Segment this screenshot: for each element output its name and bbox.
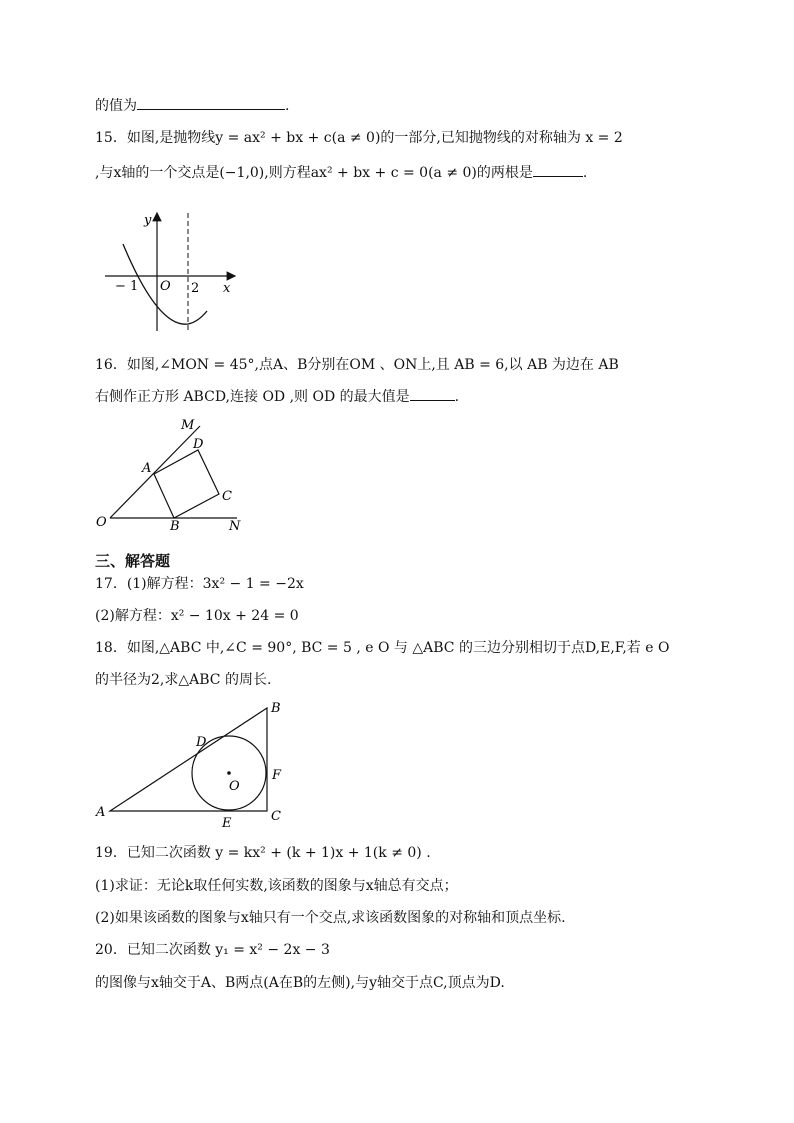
q20-line1: 20．已知二次函数 y₁ = x² − 2x − 3 (95, 942, 330, 958)
square-ABCD (154, 450, 219, 518)
figure-16-square (92, 412, 252, 537)
answer-blank[interactable] (410, 386, 455, 401)
label-A: A (96, 805, 106, 820)
y-label: y (144, 213, 152, 228)
text: . (582, 165, 588, 181)
label-D: D (193, 437, 204, 452)
text: . (454, 389, 460, 405)
label-A: A (142, 461, 152, 476)
q19-line2: (1)求证：无论k取任何实数,该函数的图象与x轴总有交点； (95, 878, 458, 894)
q20-line2: 的图像与x轴交于A、B两点(A在B的左侧),与y轴交于点C,顶点为D. (95, 975, 505, 991)
text: 的值为 (95, 98, 137, 114)
label-C: C (222, 489, 232, 504)
label-F: F (272, 768, 282, 783)
answer-blank[interactable] (533, 162, 583, 177)
figure-18-incircle (94, 700, 294, 830)
text: 右侧作正方形 ABCD,连接 OD ,则 OD 的最大值是 (95, 389, 410, 405)
figure-15-parabola (100, 208, 250, 338)
section-title: 三、解答题 (95, 552, 171, 570)
tick-neg1: − 1 (115, 279, 139, 294)
q17-line2: (2)解方程：x² − 10x + 24 = 0 (95, 608, 299, 624)
label-B: B (170, 519, 180, 534)
answer-blank[interactable] (137, 95, 285, 110)
ray-OM (110, 426, 200, 518)
label-M: M (181, 418, 195, 433)
q16-line1: 16．如图,∠MON = 45°,点A、B分别在OM 、ON上,且 AB = 6,以 AB 为边在 AB (95, 357, 619, 373)
q16-line2 (95, 386, 459, 407)
q19-line3: (2)如果该函数的图象与x轴只有一个交点,求该函数图象的对称轴和顶点坐标. (95, 910, 566, 926)
label-E: E (222, 816, 232, 831)
triangle-ABC (110, 708, 267, 811)
label-N: N (229, 519, 241, 534)
origin-label: O (160, 279, 171, 294)
text: ,与x轴的一个交点是(−1,0),则方程ax² + bx + c = 0(a ≠ 0)的两根是 (95, 165, 533, 181)
label-O: O (96, 515, 107, 530)
label-B: B (271, 701, 281, 716)
q15-line1: 15．如图,是抛物线y = ax² + bx + c(a ≠ 0)的一部分,已知抛物线的对称轴为 x = 2 (95, 130, 623, 146)
q15-line2 (95, 162, 587, 183)
label-C: C (271, 809, 281, 824)
q18-line1: 18．如图,△ABC 中,∠C = 90°, BC = 5 , e O 与 △ABC 的三边分别相切于点D,E,F,若 e O (95, 640, 670, 656)
prev-question-tail (95, 95, 289, 116)
x-label: x (223, 281, 231, 296)
center-point (227, 771, 231, 775)
tick-2: 2 (191, 281, 200, 296)
text: . (285, 98, 290, 114)
q17-line1: 17．(1)解方程：3x² − 1 = −2x (95, 576, 304, 592)
q19-line1: 19．已知二次函数 y = kx² + (k + 1)x + 1(k ≠ 0) . (95, 845, 431, 861)
label-O: O (229, 779, 240, 794)
label-D: D (196, 735, 207, 750)
q18-line2: 的半径为2,求△ABC 的周长. (95, 672, 272, 688)
